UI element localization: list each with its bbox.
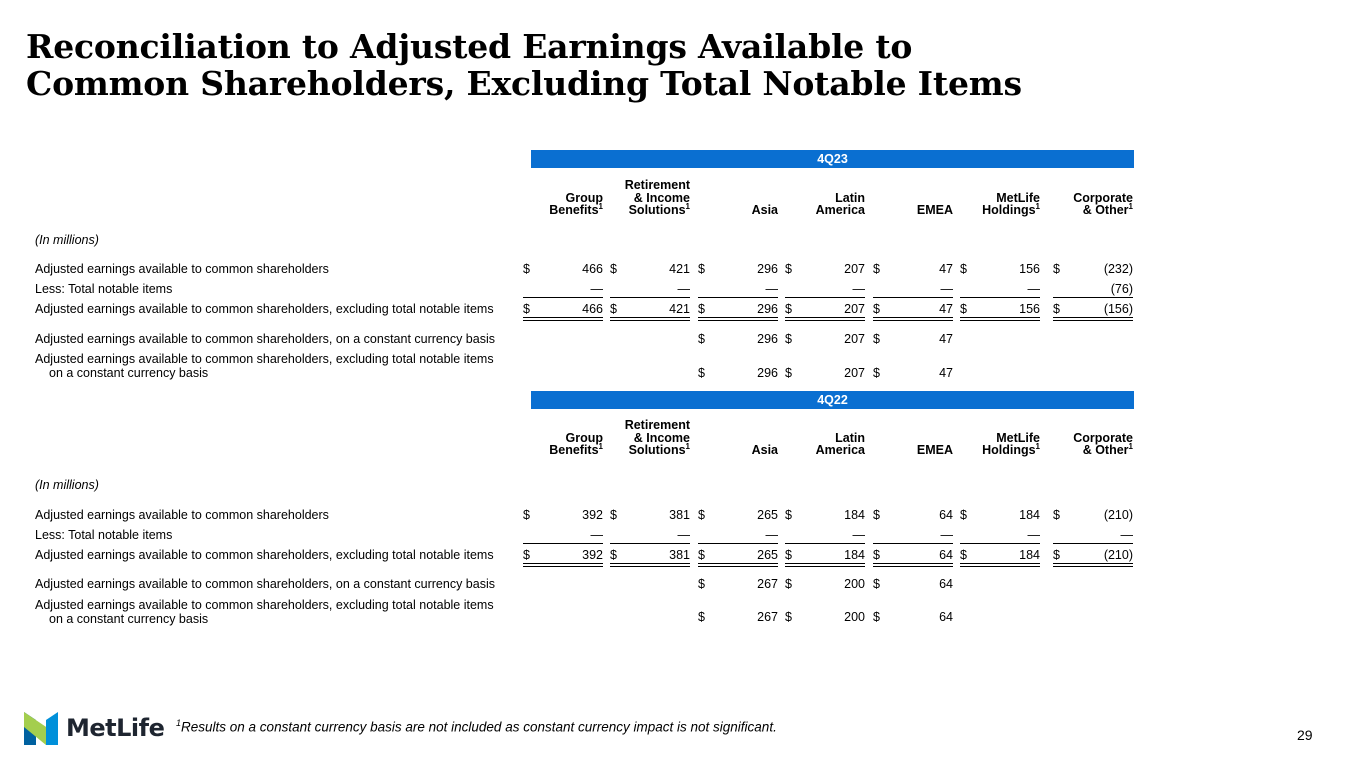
total-double-rule [698, 563, 778, 567]
cell-value: 200 [844, 577, 865, 591]
column-header-text: Solutions [628, 443, 686, 457]
currency-symbol: $ [698, 262, 705, 276]
row-label-excl-cc-line2: on a constant currency basis [49, 612, 209, 626]
column-header-text: Group [565, 430, 603, 445]
period-header-band: 4Q23 [531, 150, 1134, 168]
currency-symbol: $ [523, 508, 530, 522]
column-header-text: & Other [1082, 443, 1129, 457]
cell-value: 267 [757, 577, 778, 591]
column-header-l3 [873, 204, 953, 217]
page-number: 29 [1297, 727, 1313, 743]
subtotal-rule [960, 297, 1040, 298]
column-header [785, 419, 865, 457]
column-header-text: Holdings [982, 203, 1036, 217]
column-header-l3 [610, 441, 690, 457]
page-title [26, 28, 1022, 102]
column-header [610, 419, 690, 457]
currency-symbol: $ [873, 548, 880, 562]
total-double-rule [523, 317, 603, 321]
cell-value: — [940, 528, 953, 542]
column-header-text: & Income [633, 430, 690, 445]
column-header-l3 [610, 201, 690, 217]
cell-value: 466 [582, 262, 603, 276]
currency-symbol: $ [523, 262, 530, 276]
cell-value: 381 [669, 548, 690, 562]
cell-value: — [1027, 528, 1040, 542]
page-title-line-1: Reconciliation to Adjusted Earnings Available to [26, 27, 913, 66]
cell-value: — [677, 282, 690, 296]
column-header-text: Benefits [549, 443, 599, 457]
column-header [785, 179, 865, 217]
footnote-marker: 1 [598, 441, 603, 451]
cell-value: 64 [939, 548, 953, 562]
cell-value: 207 [844, 366, 865, 380]
currency-symbol: $ [785, 577, 792, 591]
total-double-rule [960, 563, 1040, 567]
column-header-l3 [698, 204, 778, 217]
currency-symbol: $ [785, 548, 792, 562]
cell-value: 265 [757, 508, 778, 522]
cell-value: — [590, 282, 603, 296]
currency-symbol: $ [873, 366, 880, 380]
row-label-adj: Adjusted earnings available to common shareholders [35, 262, 329, 276]
currency-symbol: $ [960, 548, 967, 562]
currency-symbol: $ [873, 332, 880, 346]
cell-value: — [677, 528, 690, 542]
cell-value: 296 [757, 302, 778, 316]
subtotal-rule [785, 297, 865, 298]
cell-value: 184 [844, 548, 865, 562]
currency-symbol: $ [873, 262, 880, 276]
currency-symbol: $ [610, 302, 617, 316]
cell-value: (76) [1110, 282, 1133, 296]
column-header-text: America [815, 203, 865, 217]
row-label-adj: Adjusted earnings available to common shareholders [35, 508, 329, 522]
cell-value: 421 [669, 302, 690, 316]
currency-symbol: $ [785, 610, 792, 624]
cell-value: 392 [582, 548, 603, 562]
column-header-l3 [523, 201, 603, 217]
cell-value: — [1027, 282, 1040, 296]
total-double-rule [785, 563, 865, 567]
row-label-excl-cc-line2: on a constant currency basis [49, 366, 209, 380]
cell-value: 296 [757, 366, 778, 380]
column-header-l3 [960, 201, 1040, 217]
subtotal-rule [610, 543, 690, 544]
column-header-text: America [815, 443, 865, 457]
column-header-l1 [698, 419, 778, 432]
currency-symbol: $ [785, 332, 792, 346]
column-header-text: EMEA [916, 443, 953, 457]
currency-symbol: $ [1053, 548, 1060, 562]
page-title-line-2: Common Shareholders, Excluding Total Notable Items [26, 64, 1022, 103]
footnote-marker: 1 [598, 201, 603, 211]
cell-value: 184 [1019, 548, 1040, 562]
column-header-text: Latin [835, 190, 865, 205]
column-header-text: Retirement [624, 178, 690, 192]
column-header [873, 179, 953, 217]
currency-symbol: $ [610, 262, 617, 276]
units-label: (In millions) [35, 233, 99, 247]
cell-value: — [852, 528, 865, 542]
subtotal-rule [610, 297, 690, 298]
currency-symbol: $ [698, 302, 705, 316]
cell-value: — [1120, 528, 1133, 542]
cell-value: 184 [1019, 508, 1040, 522]
column-header [698, 179, 778, 217]
cell-value: 421 [669, 262, 690, 276]
cell-value: 207 [844, 332, 865, 346]
total-double-rule [1053, 563, 1133, 567]
currency-symbol: $ [1053, 262, 1060, 276]
currency-symbol: $ [698, 610, 705, 624]
currency-symbol: $ [785, 302, 792, 316]
currency-symbol: $ [523, 548, 530, 562]
cell-value: 296 [757, 332, 778, 346]
column-header-text: Latin [835, 430, 865, 445]
metlife-logo-icon [24, 711, 58, 745]
row-label-excl: Adjusted earnings available to common shareholders, excluding total notable items [35, 548, 494, 562]
row-label-cc: Adjusted earnings available to common shareholders, on a constant currency basis [35, 577, 495, 591]
column-header-text: Holdings [982, 443, 1036, 457]
column-header [610, 179, 690, 217]
cell-value: 156 [1019, 302, 1040, 316]
currency-symbol: $ [1053, 508, 1060, 522]
column-header [1053, 419, 1133, 457]
column-header-text: & Other [1082, 203, 1129, 217]
column-header-text: EMEA [916, 203, 953, 217]
cell-value: 381 [669, 508, 690, 522]
column-header [523, 419, 603, 457]
row-label-less: Less: Total notable items [35, 528, 173, 542]
currency-symbol: $ [610, 508, 617, 522]
cell-value: 296 [757, 262, 778, 276]
footnote-marker: 1 [176, 718, 182, 728]
column-header [960, 179, 1040, 217]
subtotal-rule [523, 297, 603, 298]
cell-value: 466 [582, 302, 603, 316]
column-header-text: Corporate [1073, 190, 1133, 205]
column-header-l1 [698, 179, 778, 192]
cell-value: 392 [582, 508, 603, 522]
currency-symbol: $ [960, 508, 967, 522]
currency-symbol: $ [873, 508, 880, 522]
cell-value: 207 [844, 262, 865, 276]
footnote-marker: 1 [1035, 441, 1040, 451]
currency-symbol: $ [785, 262, 792, 276]
currency-symbol: $ [873, 577, 880, 591]
column-header-text: & Income [633, 190, 690, 205]
row-label-excl-cc [35, 352, 494, 380]
currency-symbol: $ [873, 610, 880, 624]
metlife-logo-wordmark: MetLife [66, 714, 165, 742]
column-header-l3 [1053, 201, 1133, 217]
cell-value: 184 [844, 508, 865, 522]
column-header-text: Solutions [628, 203, 686, 217]
footnote-marker: 1 [1128, 201, 1133, 211]
currency-symbol: $ [523, 302, 530, 316]
total-double-rule [698, 317, 778, 321]
footnote-text: Results on a constant currency basis are not included as constant currency impact is not significant. [181, 719, 777, 735]
total-double-rule [523, 563, 603, 567]
total-double-rule [1053, 317, 1133, 321]
total-double-rule [873, 317, 953, 321]
cell-value: 265 [757, 548, 778, 562]
period-header-band: 4Q22 [531, 391, 1134, 409]
cell-value: 47 [939, 366, 953, 380]
currency-symbol: $ [873, 302, 880, 316]
column-header-text: Asia [751, 203, 778, 217]
subtotal-rule [1053, 297, 1133, 298]
cell-value: (232) [1103, 262, 1133, 276]
column-header [1053, 179, 1133, 217]
cell-value: 156 [1019, 262, 1040, 276]
column-header-text: Benefits [549, 203, 599, 217]
currency-symbol: $ [785, 508, 792, 522]
footnote-marker: 1 [1035, 201, 1040, 211]
column-header-l1 [873, 419, 953, 432]
cell-value: — [765, 282, 778, 296]
currency-symbol: $ [1053, 302, 1060, 316]
column-header-l1 [873, 179, 953, 192]
metlife-logo [24, 710, 169, 746]
column-header [698, 419, 778, 457]
cell-value: 64 [939, 577, 953, 591]
cell-value: — [940, 282, 953, 296]
subtotal-rule [698, 297, 778, 298]
total-double-rule [610, 317, 690, 321]
footnote-marker: 1 [685, 441, 690, 451]
column-header-l3 [960, 441, 1040, 457]
footnote-marker: 1 [1128, 441, 1133, 451]
row-label-less: Less: Total notable items [35, 282, 173, 296]
cell-value: 47 [939, 262, 953, 276]
total-double-rule [610, 563, 690, 567]
column-header-text: Group [565, 190, 603, 205]
row-label-excl: Adjusted earnings available to common shareholders, excluding total notable items [35, 302, 494, 316]
total-double-rule [960, 317, 1040, 321]
currency-symbol: $ [960, 262, 967, 276]
currency-symbol: $ [785, 366, 792, 380]
row-label-excl-cc [35, 598, 494, 626]
column-header-text: Asia [751, 443, 778, 457]
cell-value: 207 [844, 302, 865, 316]
column-header-l3 [873, 444, 953, 457]
row-label-cc: Adjusted earnings available to common shareholders, on a constant currency basis [35, 332, 495, 346]
currency-symbol: $ [698, 508, 705, 522]
subtotal-rule [785, 543, 865, 544]
cell-value: — [590, 528, 603, 542]
column-header-text: Corporate [1073, 430, 1133, 445]
footnote-marker: 1 [685, 201, 690, 211]
currency-symbol: $ [610, 548, 617, 562]
subtotal-rule [698, 543, 778, 544]
cell-value: (210) [1103, 508, 1133, 522]
cell-value: (156) [1103, 302, 1133, 316]
column-header [873, 419, 953, 457]
footnote [176, 718, 777, 735]
column-header-l3 [523, 441, 603, 457]
currency-symbol: $ [698, 332, 705, 346]
cell-value: 64 [939, 508, 953, 522]
column-header-l3 [785, 444, 865, 457]
cell-value: — [852, 282, 865, 296]
cell-value: — [765, 528, 778, 542]
cell-value: 64 [939, 610, 953, 624]
cell-value: 47 [939, 302, 953, 316]
column-header-l3 [785, 204, 865, 217]
subtotal-rule [960, 543, 1040, 544]
column-header-l3 [698, 444, 778, 457]
units-label: (In millions) [35, 478, 99, 492]
currency-symbol: $ [698, 366, 705, 380]
column-header-text: Retirement [624, 418, 690, 432]
column-header-text: MetLife [996, 430, 1040, 445]
cell-value: 47 [939, 332, 953, 346]
row-label-excl-cc-line1: Adjusted earnings available to common shareholders, excluding total notable items [35, 352, 494, 366]
subtotal-rule [1053, 543, 1133, 544]
column-header [960, 419, 1040, 457]
row-label-excl-cc-line1: Adjusted earnings available to common shareholders, excluding total notable items [35, 598, 494, 612]
column-header [523, 179, 603, 217]
total-double-rule [785, 317, 865, 321]
currency-symbol: $ [698, 577, 705, 591]
cell-value: 267 [757, 610, 778, 624]
currency-symbol: $ [960, 302, 967, 316]
cell-value: 200 [844, 610, 865, 624]
subtotal-rule [873, 543, 953, 544]
total-double-rule [873, 563, 953, 567]
column-header-text: MetLife [996, 190, 1040, 205]
subtotal-rule [523, 543, 603, 544]
column-header-l3 [1053, 441, 1133, 457]
cell-value: (210) [1103, 548, 1133, 562]
currency-symbol: $ [698, 548, 705, 562]
subtotal-rule [873, 297, 953, 298]
